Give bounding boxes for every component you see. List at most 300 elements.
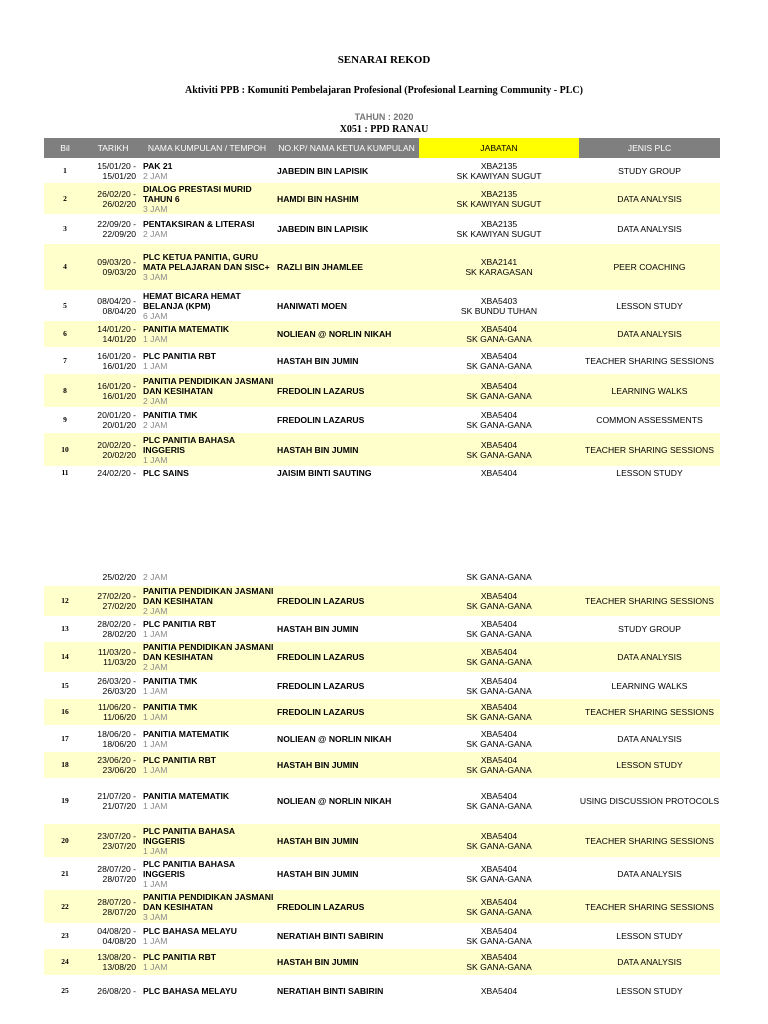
group-info — [143, 219, 274, 239]
department-cell — [419, 290, 579, 321]
leader-name: HASTAH BIN JUMIN — [274, 949, 419, 975]
group-info — [143, 729, 274, 749]
group-info — [143, 791, 274, 811]
group-cell — [140, 642, 274, 672]
table-header-row — [44, 138, 720, 158]
start-date: 26/03/20 - — [97, 675, 136, 686]
department-info — [419, 676, 579, 696]
group-info — [143, 435, 274, 465]
department-info — [419, 257, 579, 277]
duration: 1 JAM — [143, 936, 168, 946]
end-date: 20/02/20 — [102, 449, 136, 460]
department-cell — [419, 214, 579, 244]
plc-record-table-continued — [44, 568, 720, 1007]
plc-type: TEACHER SHARING SESSIONS — [579, 890, 720, 923]
department-cell — [419, 244, 579, 290]
department-cell — [419, 466, 579, 480]
leader-name: NOLIEAN @ NORLIN NIKAH — [274, 778, 419, 824]
plc-type: TEACHER SHARING SESSIONS — [579, 586, 720, 616]
duration: 1 JAM — [143, 454, 168, 465]
end-date: 04/08/20 — [102, 936, 136, 946]
row-number: 14 — [44, 642, 86, 672]
row-number: 15 — [44, 672, 86, 699]
department-info — [419, 702, 579, 722]
department-info — [419, 219, 579, 239]
plc-type: USING DISCUSSION PROTOCOLS — [579, 778, 720, 824]
end-date: 27/02/20 — [102, 601, 136, 611]
school-code: XBA5404 — [480, 647, 518, 657]
group-name: PANITIA TMK — [143, 702, 198, 712]
department-info — [419, 791, 579, 811]
leader-name: HASTAH BIN JUMIN — [274, 824, 419, 857]
school-name: SK GANA-GANA — [466, 801, 532, 811]
plc-type: PEER COACHING — [579, 244, 720, 290]
group-info — [143, 161, 274, 181]
school-code: XBA5404 — [480, 591, 518, 601]
school-code: XBA5404 — [480, 380, 518, 391]
group-cell — [140, 725, 274, 752]
school-code: XBA5404 — [480, 986, 518, 996]
row-number: 16 — [44, 699, 86, 725]
school-code: XBA5404 — [480, 791, 518, 801]
date-range — [86, 676, 136, 696]
group-name: PLC PANITIA RBT — [143, 952, 217, 962]
table-row — [44, 923, 720, 949]
school-name: SK GANA-GANA — [466, 765, 532, 775]
school-code: XBA2141 — [480, 257, 518, 267]
date-cell — [86, 407, 140, 433]
date-cell — [86, 433, 140, 466]
group-info — [143, 676, 274, 696]
school-name: SK GANA-GANA — [466, 420, 532, 430]
start-date: 28/07/20 - — [97, 896, 136, 907]
start-date: 18/06/20 - — [97, 728, 136, 739]
group-info — [143, 252, 274, 282]
date-cell — [86, 642, 140, 672]
department-info — [419, 952, 579, 972]
group-cell — [140, 214, 274, 244]
group-info — [143, 826, 274, 856]
table-row — [44, 642, 720, 672]
date-cell — [86, 890, 140, 923]
group-cell — [140, 890, 274, 923]
school-name: SK GANA-GANA — [466, 840, 532, 851]
date-range — [86, 296, 136, 316]
date-range — [86, 952, 136, 972]
plc-type — [579, 568, 720, 586]
date-cell — [86, 725, 140, 752]
date-range — [86, 864, 136, 884]
school-name: SK GANA-GANA — [466, 712, 532, 722]
leader-name: NERATIAH BINTI SABIRIN — [274, 923, 419, 949]
date-cell — [86, 672, 140, 699]
table-row — [44, 158, 720, 183]
group-info — [143, 376, 274, 406]
row-number: 7 — [44, 347, 86, 374]
department-cell — [419, 158, 579, 183]
department-cell — [419, 890, 579, 923]
duration: 2 JAM — [143, 572, 168, 582]
plc-type: LESSON STUDY — [579, 290, 720, 321]
duration: 2 JAM — [143, 606, 168, 616]
school-name: SK GANA-GANA — [466, 657, 532, 667]
start-date: 11/06/20 - — [97, 702, 136, 712]
table-row — [44, 824, 720, 857]
document-page-1 — [0, 0, 768, 494]
group-info — [143, 986, 274, 996]
ppd-label: X051 : PPD RANAU — [339, 124, 429, 135]
school-code: XBA5404 — [480, 896, 518, 907]
date-range — [86, 897, 136, 917]
leader-name: NOLIEAN @ NORLIN NIKAH — [274, 725, 419, 752]
school-name: SK GANA-GANA — [466, 572, 532, 582]
department-info — [419, 468, 579, 478]
table-row — [44, 975, 720, 1007]
school-code: XBA5404 — [480, 468, 518, 478]
column-header-bil: Bil — [44, 138, 86, 158]
school-name: SK GANA-GANA — [466, 738, 532, 749]
end-date: 28/07/20 — [102, 906, 136, 917]
duration: 1 JAM — [143, 712, 168, 722]
school-name: SK GANA-GANA — [466, 685, 532, 696]
row-number: 19 — [44, 778, 86, 824]
school-name: SK GANA-GANA — [466, 601, 532, 611]
table-row — [44, 586, 720, 616]
group-info — [143, 468, 274, 478]
end-date: 22/09/20 — [102, 229, 136, 239]
department-cell — [419, 857, 579, 890]
leader-name: JAISIM BINTI SAUTING — [274, 466, 419, 480]
group-cell — [140, 407, 274, 433]
group-cell — [140, 158, 274, 183]
leader-name: HASTAH BIN JUMIN — [274, 752, 419, 778]
school-name: SK GANA-GANA — [466, 360, 532, 371]
leader-name: FREDOLIN LAZARUS — [274, 374, 419, 407]
row-number: 3 — [44, 214, 86, 244]
department-cell — [419, 407, 579, 433]
table-row — [44, 616, 720, 642]
row-number — [44, 568, 86, 586]
group-cell — [140, 672, 274, 699]
start-date: 22/09/20 - — [97, 219, 136, 229]
date-range — [86, 729, 136, 749]
duration: 1 JAM — [143, 962, 168, 972]
row-number: 9 — [44, 407, 86, 433]
duration: 6 JAM — [143, 310, 168, 321]
school-code: XBA5404 — [480, 675, 518, 686]
end-date: 08/04/20 — [102, 305, 136, 316]
department-info — [419, 926, 579, 946]
department-cell — [419, 374, 579, 407]
leader-name: HANIWATI MOEN — [274, 290, 419, 321]
start-date: 13/08/20 - — [97, 952, 136, 962]
date-range — [86, 791, 136, 811]
end-date: 23/06/20 — [102, 765, 136, 775]
group-name: PANITIA MATEMATIK — [143, 791, 230, 801]
date-range — [86, 647, 136, 667]
start-date: 16/01/20 - — [97, 350, 136, 361]
group-info — [143, 410, 274, 430]
group-name: PANITIA TMK — [143, 410, 198, 420]
group-name: PANITIA PENDIDIKAN JASMANI DAN KESIHATAN — [143, 891, 274, 912]
date-range — [86, 831, 136, 851]
date-range — [86, 257, 136, 277]
end-date: 23/07/20 — [102, 840, 136, 851]
plc-type: DATA ANALYSIS — [579, 321, 720, 347]
school-code: XBA2135 — [480, 160, 518, 171]
start-date: 28/07/20 - — [97, 863, 136, 874]
school-code: XBA5404 — [480, 619, 518, 629]
row-number: 23 — [44, 923, 86, 949]
department-cell — [419, 586, 579, 616]
date-cell — [86, 857, 140, 890]
group-cell — [140, 321, 274, 347]
plc-type: DATA ANALYSIS — [579, 642, 720, 672]
group-name: PANITIA TMK — [143, 675, 198, 686]
department-info — [419, 831, 579, 851]
row-number: 17 — [44, 725, 86, 752]
year-label: TAHUN : 2020 — [354, 112, 414, 122]
plc-type: DATA ANALYSIS — [579, 214, 720, 244]
row-number: 2 — [44, 183, 86, 214]
school-code: XBA5404 — [480, 926, 518, 936]
plc-type: LESSON STUDY — [579, 975, 720, 1007]
group-cell — [140, 347, 274, 374]
plc-type: STUDY GROUP — [579, 616, 720, 642]
plc-type: LESSON STUDY — [579, 923, 720, 949]
duration: 1 JAM — [143, 765, 168, 775]
school-code: XBA5404 — [480, 324, 518, 334]
date-range — [86, 926, 136, 946]
department-cell — [419, 568, 579, 586]
plc-type: LESSON STUDY — [579, 752, 720, 778]
end-date: 25/02/20 — [102, 572, 136, 582]
school-name: SK GANA-GANA — [466, 334, 532, 344]
plc-type: STUDY GROUP — [579, 158, 720, 183]
duration: 1 JAM — [143, 738, 168, 749]
start-date: 20/02/20 - — [97, 439, 136, 450]
column-header-tarikh: TARIKH — [86, 138, 140, 158]
school-name: SK GANA-GANA — [466, 936, 532, 946]
end-date: 09/03/20 — [102, 267, 136, 277]
date-cell — [86, 321, 140, 347]
group-name: PAK 21 — [143, 160, 173, 171]
group-info — [143, 324, 274, 344]
date-cell — [86, 923, 140, 949]
group-name: PANITIA PENDIDIKAN JASMANI DAN KESIHATAN — [143, 642, 274, 662]
start-date: 23/07/20 - — [97, 830, 136, 841]
start-date: 08/04/20 - — [97, 295, 136, 306]
column-header-jenis-plc: JENIS PLC — [579, 138, 720, 158]
group-cell — [140, 699, 274, 725]
leader-name: JABEDIN BIN LAPISIK — [274, 214, 419, 244]
group-info — [143, 184, 274, 214]
end-date: 13/08/20 — [102, 962, 136, 972]
leader-name: FREDOLIN LAZARUS — [274, 699, 419, 725]
group-cell — [140, 923, 274, 949]
duration: 1 JAM — [143, 845, 168, 856]
group-info — [143, 291, 274, 321]
table-row — [44, 407, 720, 433]
school-code: XBA5404 — [480, 952, 518, 962]
date-range — [86, 410, 136, 430]
leader-name: HASTAH BIN JUMIN — [274, 347, 419, 374]
department-cell — [419, 824, 579, 857]
row-number: 6 — [44, 321, 86, 347]
group-info — [143, 859, 274, 889]
leader-name: FREDOLIN LAZARUS — [274, 642, 419, 672]
row-number: 4 — [44, 244, 86, 290]
group-cell — [140, 183, 274, 214]
table-row — [44, 321, 720, 347]
department-info — [419, 755, 579, 775]
group-info — [143, 586, 274, 616]
leader-name: FREDOLIN LAZARUS — [274, 586, 419, 616]
school-code: XBA5404 — [480, 728, 518, 739]
duration: 2 JAM — [143, 170, 168, 181]
school-name: SK KAWIYAN SUGUT — [456, 198, 542, 209]
start-date: 24/02/20 - — [97, 468, 136, 478]
school-code: XBA5404 — [480, 863, 518, 874]
department-info — [419, 351, 579, 371]
duration: 1 JAM — [143, 360, 168, 371]
school-name: SK KAWIYAN SUGUT — [456, 229, 542, 239]
group-name: PENTAKSIRAN & LITERASI — [143, 219, 255, 229]
date-range — [86, 440, 136, 460]
school-code: XBA5404 — [480, 755, 518, 765]
start-date: 23/06/20 - — [97, 755, 136, 765]
school-code: XBA5404 — [480, 830, 518, 841]
date-range — [86, 324, 136, 344]
end-date: 20/01/20 — [102, 420, 136, 430]
leader-name: NERATIAH BINTI SABIRIN — [274, 975, 419, 1007]
plc-type: TEACHER SHARING SESSIONS — [579, 699, 720, 725]
group-info — [143, 351, 274, 371]
row-number: 21 — [44, 857, 86, 890]
group-cell — [140, 586, 274, 616]
row-number: 10 — [44, 433, 86, 466]
school-name: SK GANA-GANA — [466, 962, 532, 972]
group-cell — [140, 244, 274, 290]
plc-record-table — [44, 138, 720, 480]
department-cell — [419, 699, 579, 725]
document-page-2 — [0, 572, 768, 1024]
row-number: 22 — [44, 890, 86, 923]
date-range — [86, 572, 136, 582]
plc-type: TEACHER SHARING SESSIONS — [579, 824, 720, 857]
department-cell — [419, 975, 579, 1007]
group-name: PLC BAHASA MELAYU — [143, 926, 237, 936]
table-row — [44, 568, 720, 586]
column-header-nama-kumpulan: NAMA KUMPULAN / TEMPOH — [140, 138, 274, 158]
table-row — [44, 244, 720, 290]
school-code: XBA2135 — [480, 219, 518, 229]
group-cell — [140, 290, 274, 321]
end-date: 16/01/20 — [102, 360, 136, 371]
document-title: SENARAI REKOD — [337, 54, 431, 66]
plc-type: LESSON STUDY — [579, 466, 720, 480]
end-date: 28/02/20 — [102, 629, 136, 639]
department-cell — [419, 949, 579, 975]
date-cell — [86, 824, 140, 857]
department-info — [419, 619, 579, 639]
duration: 1 JAM — [143, 334, 168, 344]
date-range — [86, 381, 136, 401]
plc-type: DATA ANALYSIS — [579, 725, 720, 752]
plc-type: TEACHER SHARING SESSIONS — [579, 433, 720, 466]
row-number: 5 — [44, 290, 86, 321]
row-number: 1 — [44, 158, 86, 183]
date-cell — [86, 290, 140, 321]
end-date: 15/01/20 — [102, 170, 136, 181]
end-date: 16/01/20 — [102, 390, 136, 401]
end-date: 11/03/20 — [103, 657, 136, 667]
column-header-ketua: NO.KP/ NAMA KETUA KUMPULAN — [274, 138, 419, 158]
table-row — [44, 857, 720, 890]
department-cell — [419, 433, 579, 466]
group-name: PLC PANITIA RBT — [143, 619, 217, 629]
table-row — [44, 183, 720, 214]
leader-name: FREDOLIN LAZARUS — [274, 407, 419, 433]
group-cell — [140, 616, 274, 642]
leader-name: HAMDI BIN HASHIM — [274, 183, 419, 214]
plc-type: LEARNING WALKS — [579, 374, 720, 407]
duration: 1 JAM — [143, 801, 168, 811]
group-cell — [140, 374, 274, 407]
group-name: PLC PANITIA RBT — [143, 755, 217, 765]
group-name: DIALOG PRESTASI MURID TAHUN 6 — [143, 183, 252, 204]
group-cell — [140, 824, 274, 857]
start-date: 20/01/20 - — [97, 410, 136, 420]
group-info — [143, 892, 274, 922]
school-code: XBA5404 — [480, 350, 518, 361]
group-info — [143, 926, 274, 946]
group-cell — [140, 466, 274, 480]
leader-name: FREDOLIN LAZARUS — [274, 890, 419, 923]
department-cell — [419, 642, 579, 672]
date-cell — [86, 374, 140, 407]
duration: 1 JAM — [143, 629, 168, 639]
date-range — [86, 702, 136, 722]
department-info — [419, 296, 579, 316]
leader-name: HASTAH BIN JUMIN — [274, 433, 419, 466]
school-name: SK BUNDU TUHAN — [460, 305, 538, 316]
duration: 2 JAM — [143, 395, 168, 406]
date-cell — [86, 347, 140, 374]
department-cell — [419, 347, 579, 374]
start-date: 26/02/20 - — [97, 188, 136, 199]
start-date: 27/02/20 - — [97, 591, 136, 601]
department-info — [419, 591, 579, 611]
table-row — [44, 466, 720, 480]
start-date: 11/03/20 - — [97, 647, 136, 657]
end-date: 28/07/20 — [102, 873, 136, 884]
department-cell — [419, 616, 579, 642]
department-info — [419, 161, 579, 181]
group-name: PLC PANITIA BAHASA INGGERIS — [143, 825, 235, 846]
department-info — [419, 986, 579, 996]
date-cell — [86, 586, 140, 616]
date-range — [86, 619, 136, 639]
department-info — [419, 572, 579, 582]
date-cell — [86, 949, 140, 975]
date-range — [86, 189, 136, 209]
school-name: SK KARAGASAN — [465, 267, 533, 277]
plc-type: DATA ANALYSIS — [579, 857, 720, 890]
school-name: SK GANA-GANA — [466, 629, 532, 639]
department-info — [419, 410, 579, 430]
plc-type: DATA ANALYSIS — [579, 183, 720, 214]
